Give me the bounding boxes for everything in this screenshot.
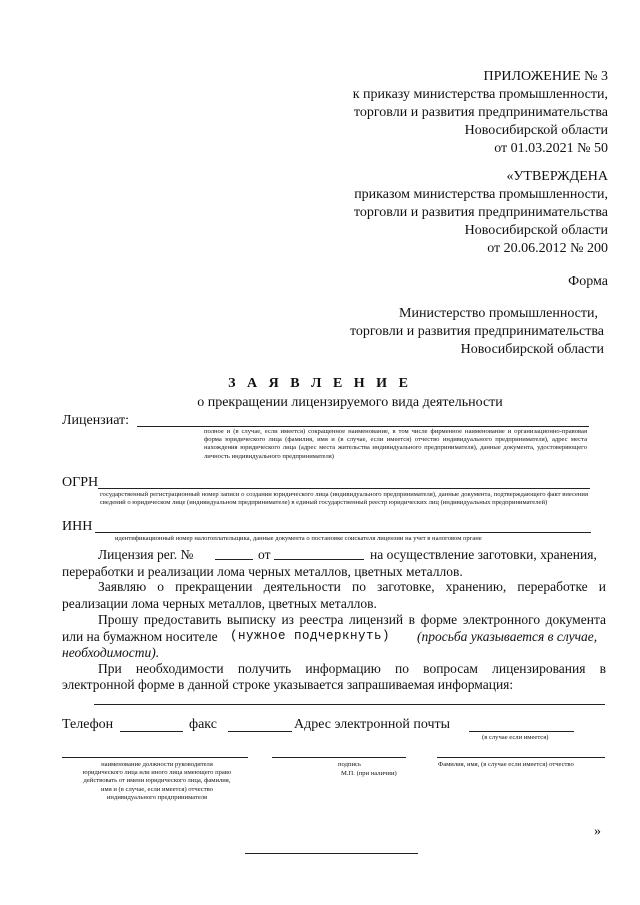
info-request-text: При необходимости получить информацию по вопросам лицензирования в xyxy=(98,661,606,676)
info-request-text-cont: электронной форме в данной строке указывается запрашиваемая информация: xyxy=(62,677,514,692)
inn-label: ИНН xyxy=(62,519,93,534)
closing-quote: » xyxy=(594,824,601,839)
stamp-hint: М.П. (при наличии) xyxy=(341,770,397,777)
inn-field[interactable] xyxy=(95,532,591,533)
email-field[interactable] xyxy=(469,731,574,732)
email-hint: (в случае если имеется) xyxy=(482,734,549,741)
termination-statement-cont: реализации лома черных металлов, цветных металлов. xyxy=(62,596,377,611)
position-field[interactable] xyxy=(62,757,248,758)
ministry-line: Новосибирской области xyxy=(460,342,604,357)
approved-line: торговли и развития предпринимательства xyxy=(353,205,608,220)
email-label: Адрес электронной почты xyxy=(294,717,451,732)
footer-line xyxy=(245,853,418,854)
approved-line: приказом министерства промышленности, xyxy=(354,187,608,202)
license-date-field[interactable] xyxy=(274,559,364,560)
request-note-cont: необходимости). xyxy=(62,645,160,660)
extract-request-medium: или на бумажном носителе xyxy=(62,629,218,644)
ministry-line: Министерство промышленности, xyxy=(399,306,598,321)
full-name-hint: Фамилия, имя, (в случае если имеется) отчество xyxy=(438,761,574,768)
appendix-block xyxy=(268,68,608,158)
signature-hint: подпись xyxy=(338,761,361,768)
fax-label: факс xyxy=(189,717,217,732)
phone-label: Телефон xyxy=(62,717,114,732)
ogrn-field[interactable] xyxy=(98,488,590,489)
extract-request: Прошу предоставить выписку из реестра лицензий в форме электронного документа xyxy=(98,612,606,627)
license-number-label: Лицензия рег. № xyxy=(98,547,194,562)
ogrn-label: ОГРН xyxy=(62,475,99,490)
signature-field[interactable] xyxy=(272,757,406,758)
document-title: З А Я В Л Е Н И Е xyxy=(228,376,412,391)
approved-line: Новосибирской области xyxy=(464,223,608,238)
license-purpose-text: на осуществление заготовки, хранения, xyxy=(370,547,597,562)
inn-hint: идентификационный номер налогоплательщика, данные документа о постановке соискателя лицензии на учет в налоговом органе xyxy=(115,535,482,542)
termination-statement: Заявляю о прекращении деятельности по заготовке, хранению, переработке и xyxy=(98,579,606,594)
appendix-date: от 01.03.2021 № 50 xyxy=(494,141,608,156)
ogrn-hint: государственный регистрационный номер записи о создании юридического лица (индивидуального предпринимателя), данные документа, подтверждающего факт внесения сведений о юридическом лице (индивидуальном предпринимателе) в единый государственный реестр юридических лиц (индивидуальных предпринимателей) xyxy=(100,491,588,507)
licensee-label: Лицензиат: xyxy=(62,413,130,428)
approved-date: от 20.06.2012 № 200 xyxy=(487,241,608,256)
ministry-line: торговли и развития предпринимательства xyxy=(349,324,604,339)
appendix-line: к приказу министерства промышленности, xyxy=(352,87,608,102)
license-number-field[interactable] xyxy=(215,559,253,560)
position-hint: наименование должности руководителя юридического лица или иного лица имеющего право действовать от имени юридического лица, фамилия, имя и (в случае, если имеется) отчество индивидуального предпринимателя xyxy=(82,761,232,801)
form-label: Форма xyxy=(568,274,608,289)
document-subtitle: о прекращении лицензируемого вида деятельности xyxy=(197,395,503,410)
appendix-title: ПРИЛОЖЕНИЕ № 3 xyxy=(483,69,608,84)
appendix-line: Новосибирской области xyxy=(464,123,608,138)
fax-field[interactable] xyxy=(228,731,292,732)
info-request-field[interactable] xyxy=(94,704,605,705)
request-note: (просьба указывается в случае, xyxy=(417,629,598,644)
full-name-field[interactable] xyxy=(437,757,605,758)
license-purpose-text-cont: переработки и реализации лома черных металлов, цветных металлов. xyxy=(62,564,463,579)
approved-block xyxy=(268,168,608,258)
appendix-line: торговли и развития предпринимательства xyxy=(353,105,608,120)
licensee-field[interactable] xyxy=(137,426,589,427)
ministry-block xyxy=(264,305,604,359)
licensee-hint: полное и (в случае, если имеется) сокращенное наименование, в том числе фирменное наименование и организационно-правовая форма юридического лица (фамилия, имя и (в случае, если имеется) отчество индивидуального предпринимателя), адрес места нахождения юридического лица (адрес места жительства индивидуального предпринимателя), данные документа, удостоверяющего личность индивидуального предпринимателя) xyxy=(204,428,587,460)
approved-title: «УТВЕРЖДЕНА xyxy=(506,169,608,184)
underline-needed-note: (нужное подчеркнуть) xyxy=(230,629,391,643)
license-date-label: от xyxy=(258,547,271,562)
phone-field[interactable] xyxy=(120,731,183,732)
